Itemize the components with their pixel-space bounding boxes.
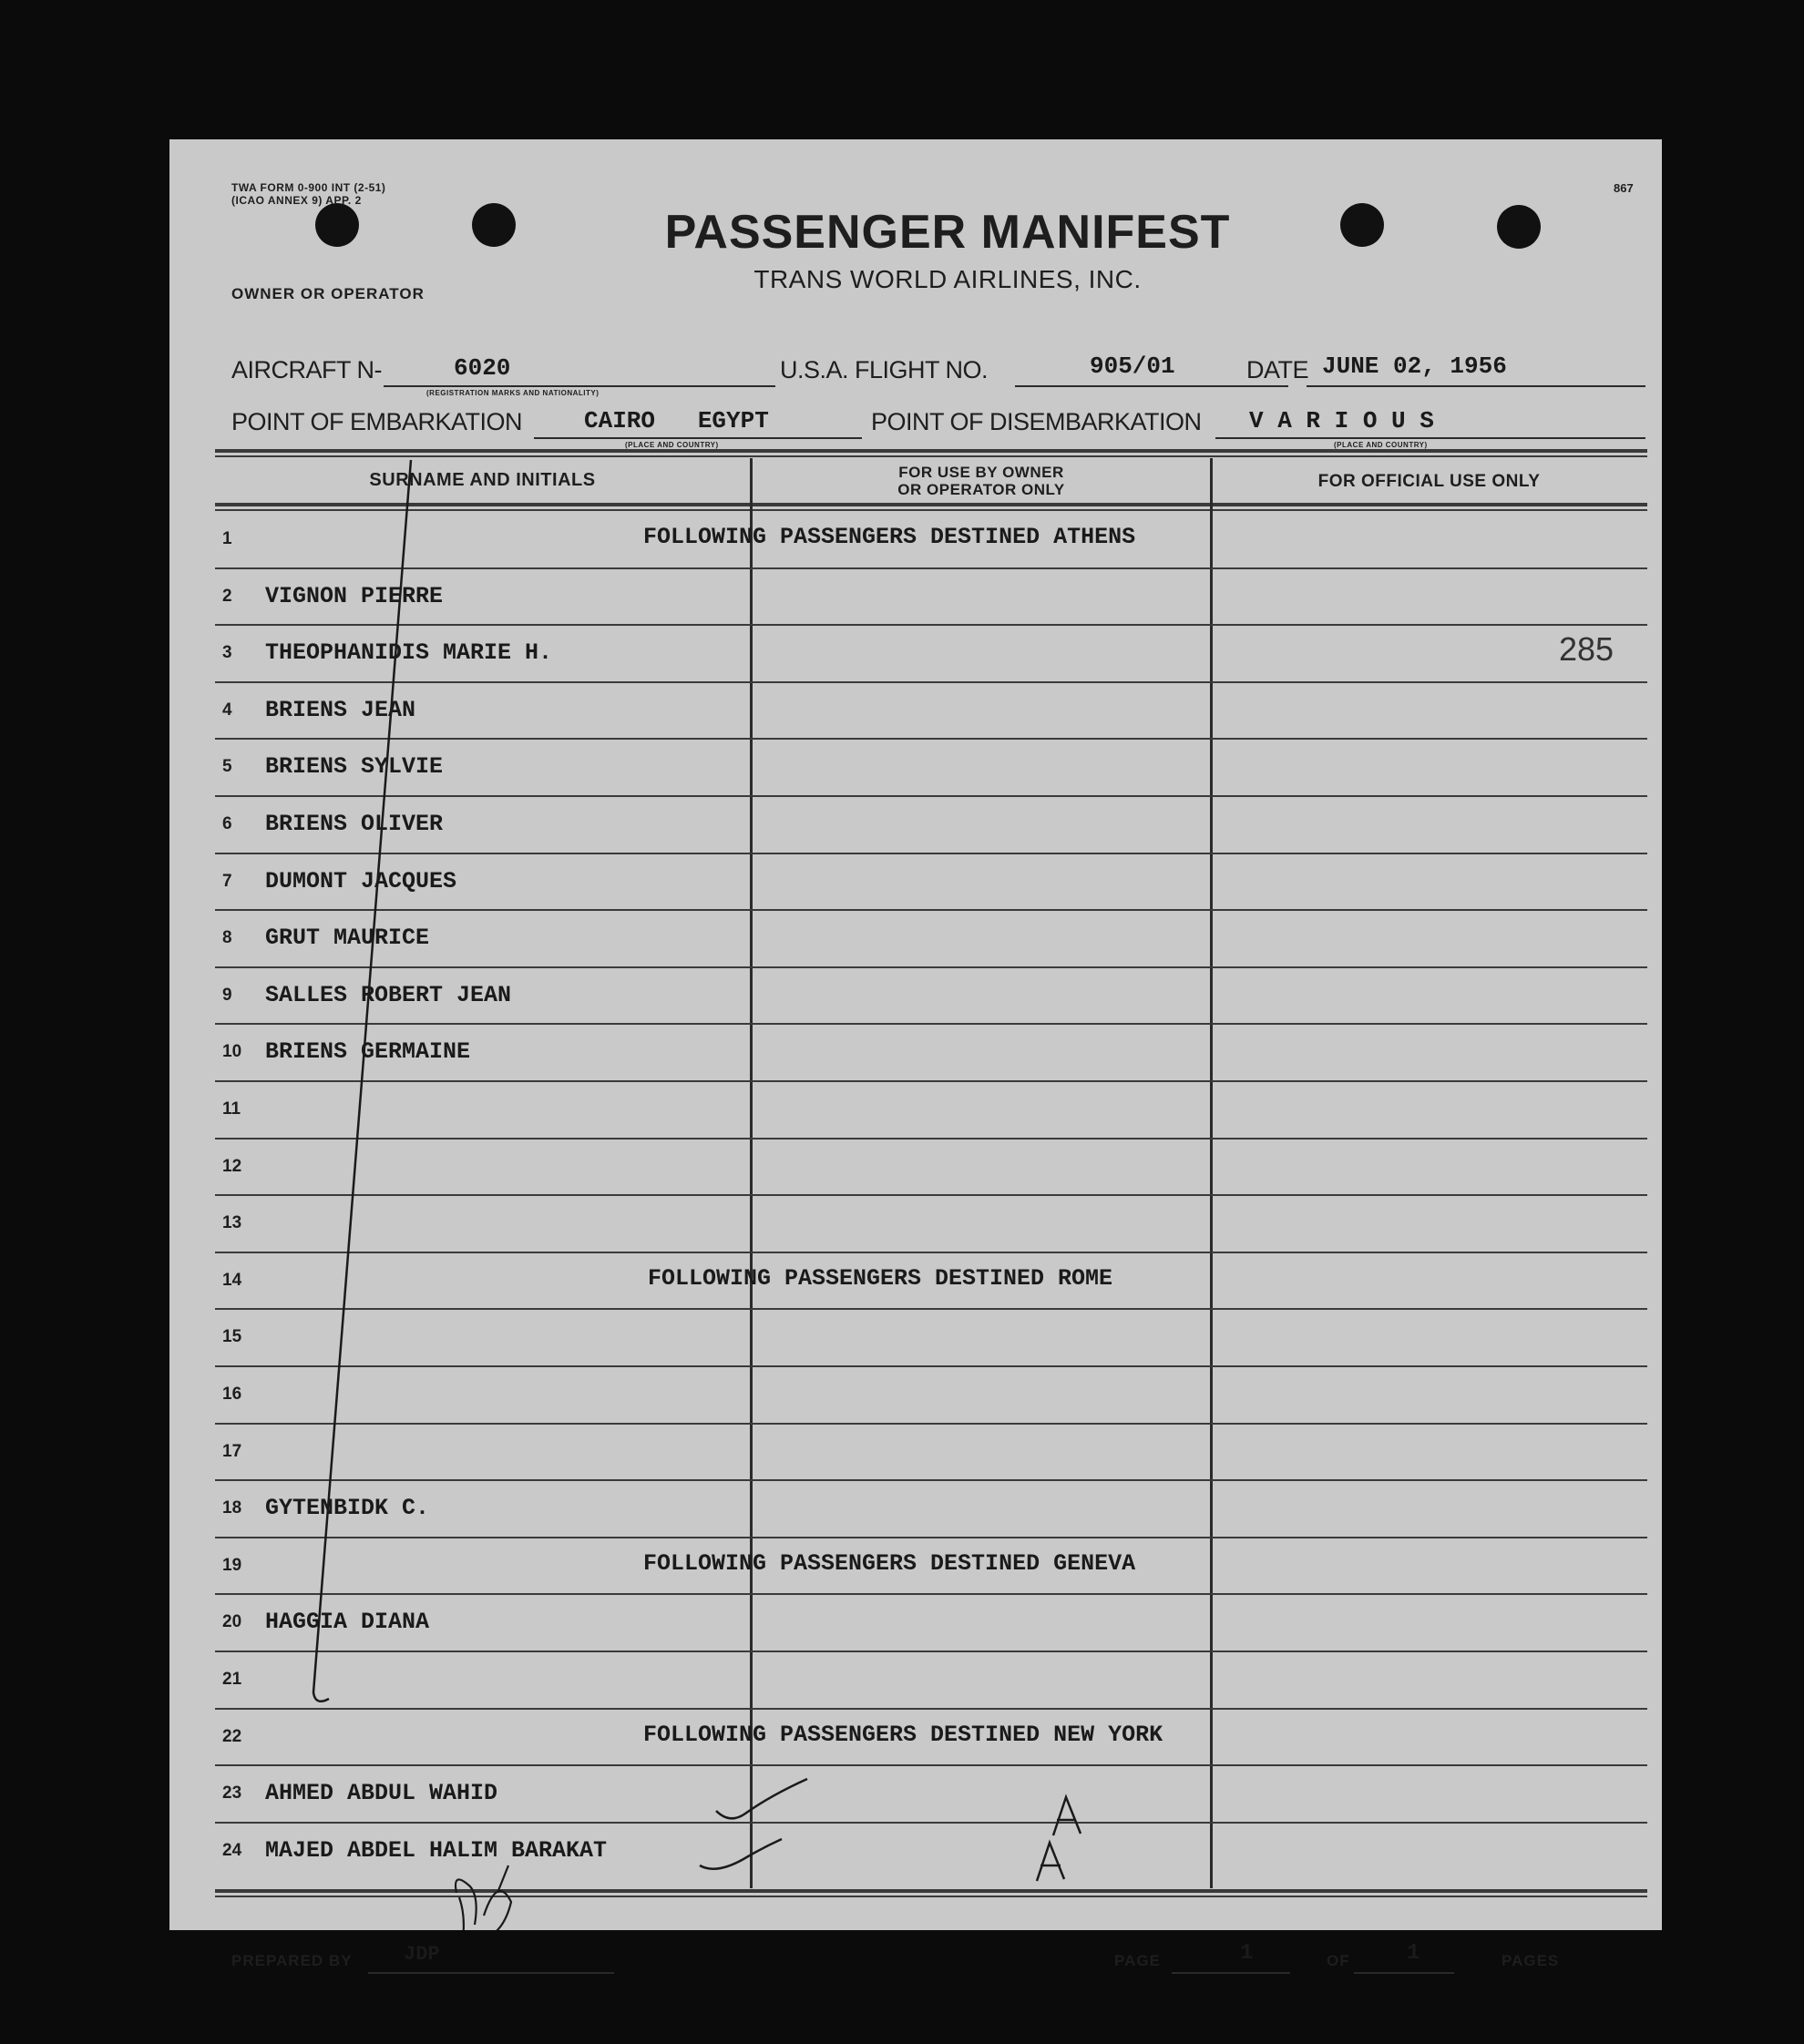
passenger-name: DUMONT JACQUES [265, 867, 457, 894]
aircraft-value: 6020 [454, 354, 511, 382]
official-use-value: 285 [1559, 630, 1614, 669]
embarkation-note: (PLACE AND COUNTRY) [625, 441, 719, 449]
column-header-owner-use-line2: OR OPERATOR ONLY [897, 481, 1065, 498]
flight-value: 905/01 [1090, 353, 1175, 380]
row-number: 15 [222, 1327, 242, 1347]
of-underline [1354, 1972, 1454, 1974]
row-number: 4 [222, 700, 232, 720]
row-number: 8 [222, 928, 232, 948]
column-header-owner-use-line1: FOR USE BY OWNER [898, 464, 1064, 481]
form-code-line1: TWA FORM 0-900 INT (2-51) [231, 181, 386, 194]
passenger-name: MAJED ABDEL HALIM BARAKAT [265, 1836, 608, 1864]
row-number: 17 [222, 1441, 242, 1461]
flight-label: U.S.A. FLIGHT NO. [780, 356, 989, 383]
passenger-name: THEOPHANIDIS MARIE H. [265, 639, 553, 667]
page-label: PAGE [1114, 1952, 1161, 1969]
date-label: DATE [1246, 356, 1309, 383]
row-number: 11 [222, 1099, 241, 1119]
passenger-name: BRIENS GERMAINE [265, 1038, 471, 1066]
aircraft-note: (REGISTRATION MARKS AND NATIONALITY) [426, 389, 600, 397]
row-number: 21 [222, 1670, 242, 1689]
owner-label: OWNER OR OPERATOR [231, 285, 425, 302]
row-number: 10 [222, 1042, 242, 1062]
destination-heading: FOLLOWING PASSENGERS DESTINED ATHENS [643, 524, 1136, 550]
embarkation-label: POINT OF EMBARKATION [231, 408, 523, 435]
row-number: 2 [222, 586, 232, 606]
column-header-surname: SURNAME AND INITIALS [369, 470, 596, 490]
passenger-name: BRIENS JEAN [265, 696, 416, 723]
row-number: 6 [222, 814, 232, 833]
airline-name: TRANS WORLD AIRLINES, INC. [753, 265, 1142, 293]
row-number: 12 [222, 1156, 242, 1176]
row-number: 16 [222, 1385, 242, 1404]
handwritten-a-icon [1037, 1843, 1064, 1881]
sheet-number: 867 [1614, 181, 1634, 195]
passenger-name: AHMED ABDUL WAHID [265, 1780, 498, 1807]
row-number: 7 [222, 871, 232, 891]
row-number: 14 [222, 1270, 242, 1290]
passenger-name: BRIENS OLIVER [265, 811, 444, 837]
page-title: PASSENGER MANIFEST [664, 206, 1231, 259]
passenger-name: HAGGIA DIANA [265, 1609, 430, 1636]
row-number: 24 [222, 1840, 242, 1860]
prepared-by-label: PREPARED BY [231, 1952, 353, 1969]
aircraft-label: AIRCRAFT N- [231, 356, 383, 383]
prepared-by-underline [368, 1972, 614, 1974]
row-number: 20 [222, 1612, 242, 1632]
checkmark-icon [716, 1779, 807, 1818]
passenger-name: VIGNON PIERRE [265, 582, 444, 609]
pages-label: PAGES [1502, 1952, 1560, 1969]
passenger-name: GRUT MAURICE [265, 925, 430, 952]
row-number: 18 [222, 1498, 242, 1518]
handwritten-marks [169, 139, 1662, 1930]
checkmark-icon [700, 1839, 782, 1869]
embarkation-value: CAIRO EGYPT [584, 407, 769, 434]
column-header-official: FOR OFFICIAL USE ONLY [1317, 472, 1541, 491]
form-code-line2: (ICAO ANNEX 9) APP. 2 [231, 194, 362, 207]
destination-heading: FOLLOWING PASSENGERS DESTINED GENEVA [643, 1549, 1136, 1577]
row-number: 9 [222, 985, 232, 1005]
margin-pen-line [313, 460, 411, 1702]
row-number: 22 [222, 1726, 242, 1746]
row-number: 5 [222, 757, 232, 777]
passenger-name: SALLES ROBERT JEAN [265, 981, 512, 1008]
passenger-name: GYTENBIDK C. [265, 1495, 430, 1522]
date-value: JUNE 02, 1956 [1322, 353, 1507, 380]
row-number: 3 [222, 643, 232, 663]
destination-heading: FOLLOWING PASSENGERS DESTINED NEW YORK [643, 1721, 1163, 1748]
disembarkation-label: POINT OF DISEMBARKATION [871, 408, 1202, 435]
handwritten-a-icon [1053, 1797, 1081, 1835]
prepared-by-value: JDP [404, 1943, 440, 1966]
of-label: OF [1327, 1952, 1350, 1969]
row-number: 13 [222, 1213, 242, 1233]
page-underline [1172, 1972, 1290, 1974]
row-number: 1 [222, 529, 232, 548]
row-number: 19 [222, 1555, 242, 1575]
signature-mark [456, 1865, 511, 1930]
passenger-name: BRIENS SYLVIE [265, 753, 444, 781]
disembarkation-value: V A R I O U S [1249, 407, 1434, 434]
page-value: 1 [1240, 1941, 1254, 1966]
of-value: 1 [1407, 1941, 1420, 1966]
manifest-sheet [169, 139, 1662, 1969]
destination-heading: FOLLOWING PASSENGERS DESTINED ROME [647, 1264, 1113, 1292]
disembarkation-note: (PLACE AND COUNTRY) [1334, 441, 1428, 449]
row-number: 23 [222, 1783, 242, 1804]
